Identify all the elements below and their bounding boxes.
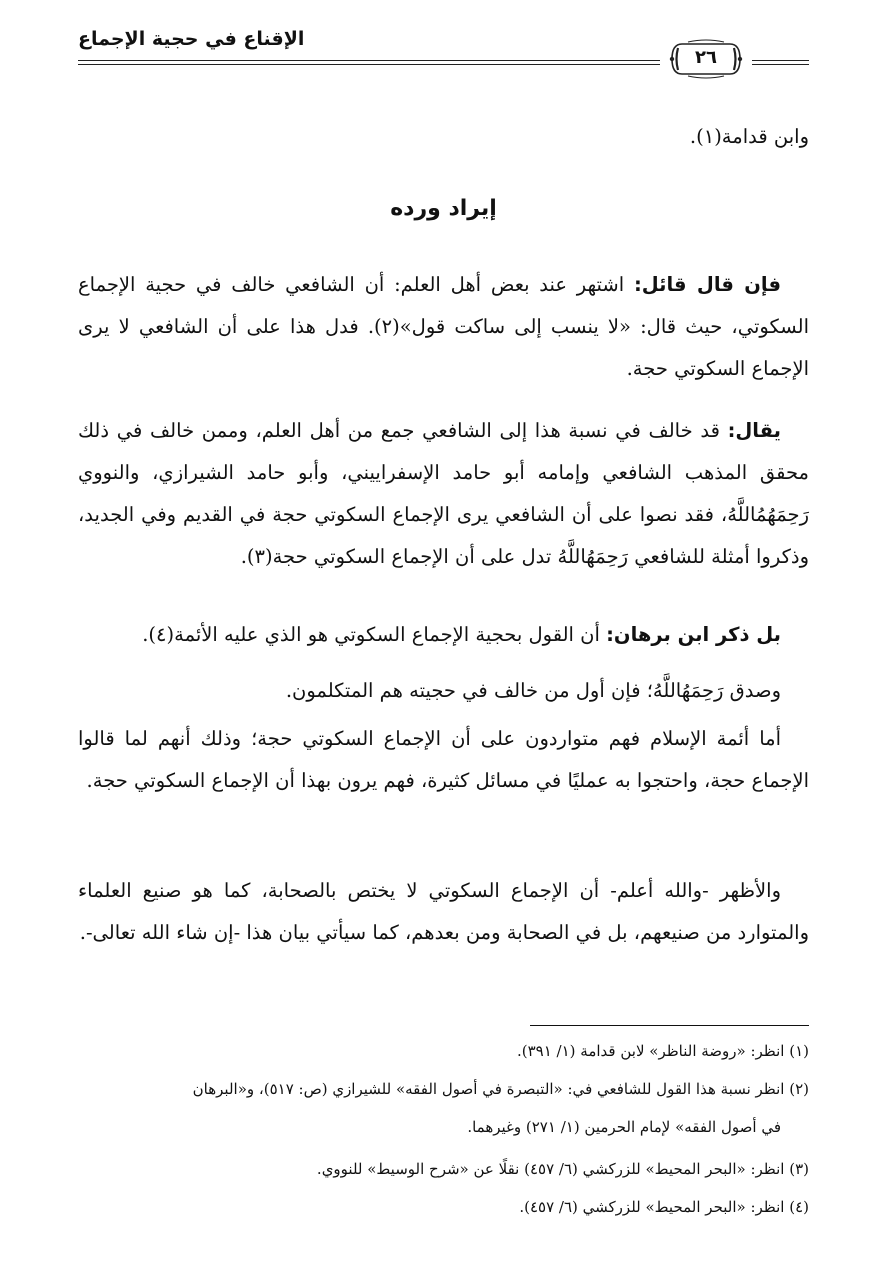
header-rule xyxy=(752,64,809,65)
footnote-separator xyxy=(530,1025,809,1026)
paragraph-lead: فإن قال قائل: xyxy=(633,273,782,296)
page-number-badge xyxy=(668,38,744,80)
intro-line: وابن قدامة(١). xyxy=(689,125,809,148)
header-rule xyxy=(78,60,660,61)
page-number: ٢٦ xyxy=(695,47,717,68)
running-header-title: الإقناع في حجية الإجماع xyxy=(78,28,305,50)
paragraph-text: وصدق رَحِمَهُاللَّهُ؛ فإن أول من خالف في حجيته هم المتكلمون. xyxy=(285,679,781,702)
paragraph xyxy=(78,870,809,954)
paragraph-text: اشتهر عند بعض أهل العلم: أن الشافعي خالف في حجية الإجماع السكوتي، حيث قال: «لا ينسب إلى ساكت قول»(٢). فدل هذا على أن الشافعي لا يرى الإجماع السكوتي حجة. xyxy=(78,273,809,380)
footnote: (٣) انظر: «البحر المحيط» للزركشي (٦/ ٤٥٧) نقلًا عن «شرح الوسيط» للنووي. xyxy=(316,1160,809,1178)
footnote: (٤) انظر: «البحر المحيط» للزركشي (٦/ ٤٥٧). xyxy=(519,1198,809,1216)
footnote-continuation xyxy=(78,1114,809,1140)
paragraph-text: أن القول بحجية الإجماع السكوتي هو الذي عليه الأئمة(٤). xyxy=(142,623,607,646)
footnote: (٢) انظر نسبة هذا القول للشافعي في: «التبصرة في أصول الفقه» للشيرازي (ص: ٥١٧)، و«البرهان xyxy=(192,1080,809,1098)
paragraph-lead: يقال: xyxy=(727,419,781,442)
section-heading: إيراد ورده xyxy=(390,196,497,221)
paragraph-text: والأظهر -والله أعلم- أن الإجماع السكوتي لا يختص بالصحابة، كما هو صنيع العلماء والمتوارد من صنيعهم، بل في الصحابة ومن بعدهم، كما سيأتي بيان هذا -إن شاء الله تعالى-. xyxy=(78,879,809,944)
header-rule xyxy=(752,60,809,61)
paragraph xyxy=(78,670,809,712)
paragraph-lead: بل ذكر ابن برهان: xyxy=(606,623,781,646)
paragraph xyxy=(78,614,809,656)
footnote: (١) انظر: «روضة الناظر» لابن قدامة (١/ ٣٩١). xyxy=(516,1042,809,1060)
paragraph xyxy=(78,718,809,802)
header-rule xyxy=(78,64,660,65)
paragraph xyxy=(78,264,809,390)
footnote-continuation-text: في أصول الفقه» لإمام الحرمين (١/ ٢٧١) وغيرهما. xyxy=(467,1118,781,1136)
paragraph xyxy=(78,410,809,578)
paragraph-text: قد خالف في نسبة هذا إلى الشافعي جمع من أهل العلم، وممن خالف في ذلك محقق المذهب الشافعي وإمامه أبو حامد الإسفراييني، وأبو حامد الشيرازي، والنووي رَحِمَهُمُاللَّهُ، فقد نصوا على أن الشافعي يرى الإجماع السكوتي حجة في القديم وفي الجديد، وذكروا أمثلة للشافعي رَحِمَهُاللَّهُ تدل على أن الإجماع السكوتي حجة(٣). xyxy=(78,419,809,568)
paragraph-text: أما أئمة الإسلام فهم متواردون على أن الإجماع السكوتي حجة؛ وذلك أنهم لما قالوا الإجماع حجة، واحتجوا به عمليًا في مسائل كثيرة، فهم يرون بهذا أن الإجماع السكوتي حجة. xyxy=(78,727,809,792)
